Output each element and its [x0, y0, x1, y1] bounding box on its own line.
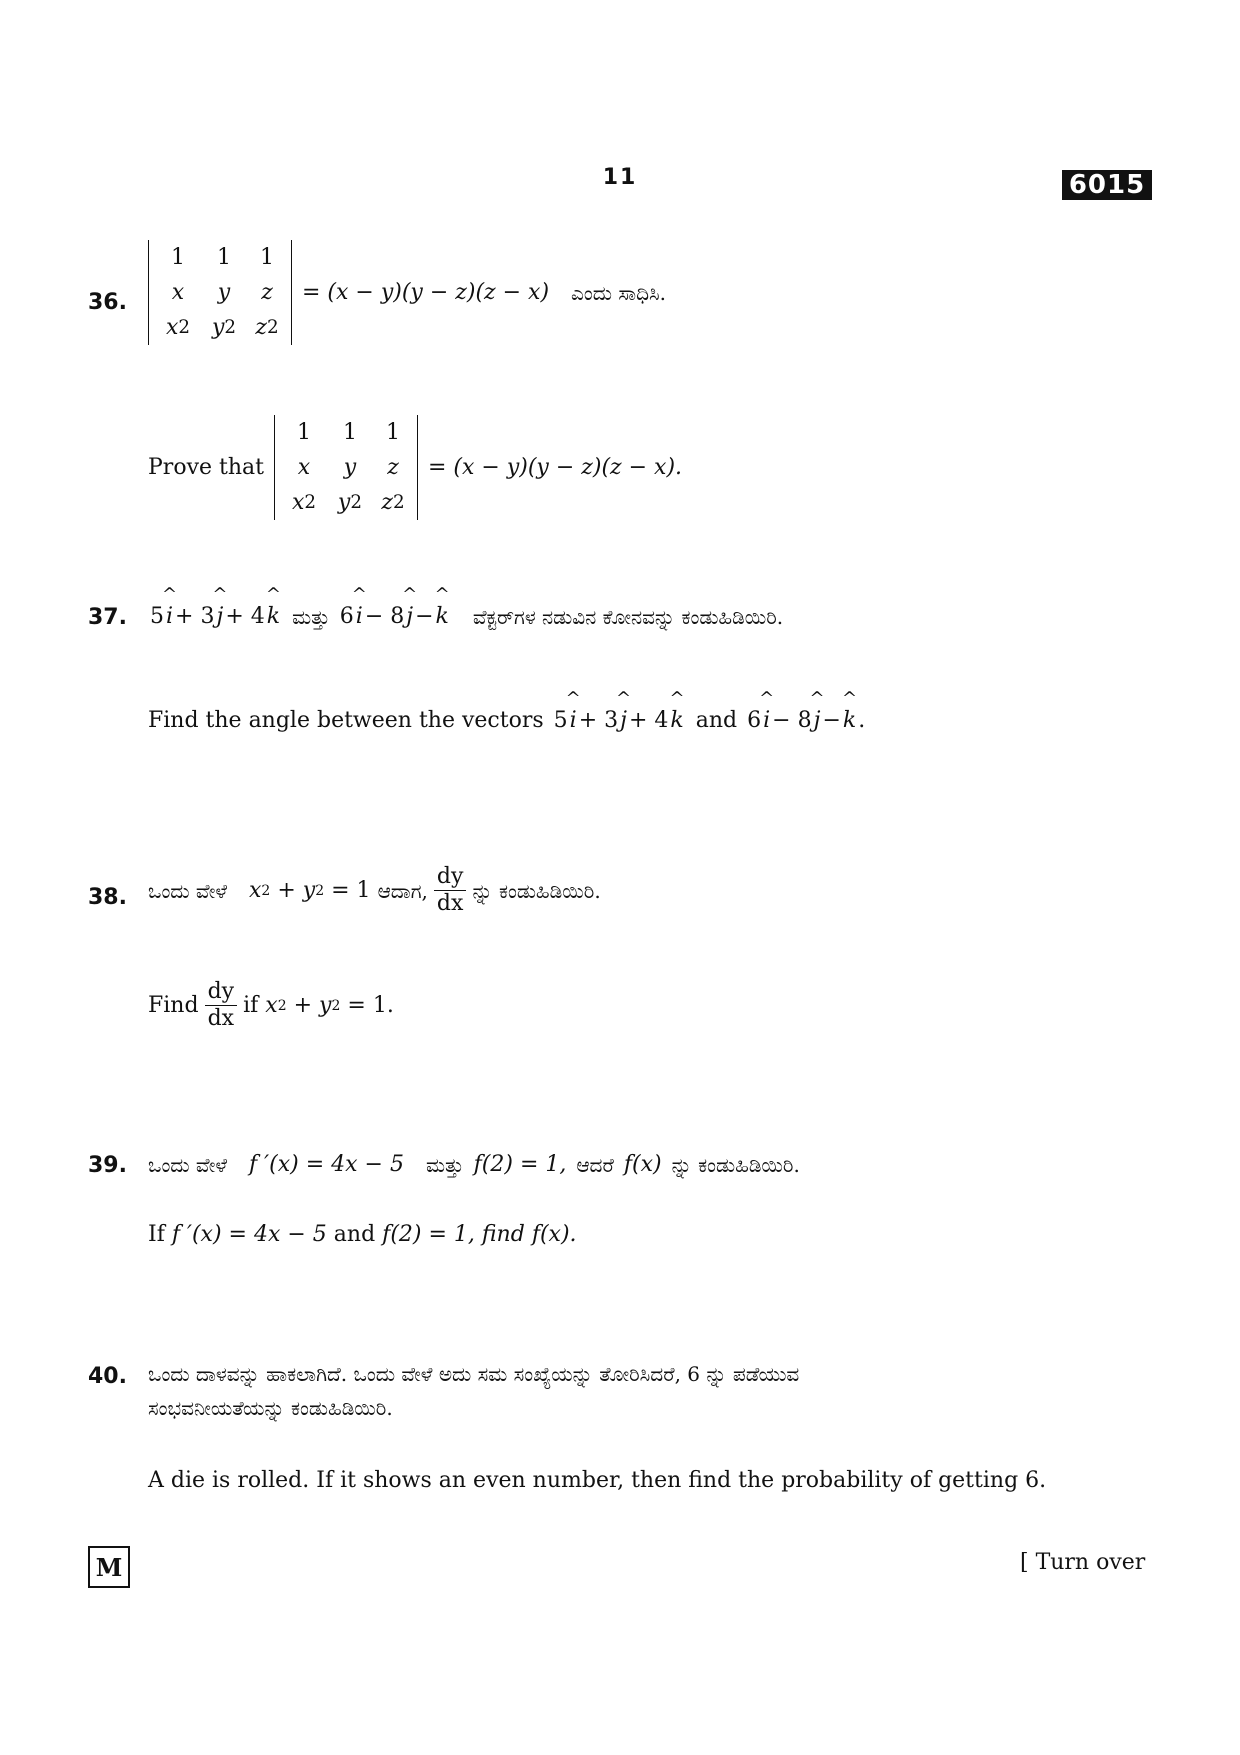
turn-over-label: [ Turn over — [1020, 1550, 1146, 1575]
question-36-number: 36. — [88, 290, 127, 315]
page-marker: M — [88, 1546, 130, 1588]
question-40-english: A die is rolled. If it shows an even number, then find the probability of getting 6. — [148, 1468, 1047, 1493]
question-37-kannada: 5 ^ i + 3 ^ j + 4 ^ k ಮತ್ತು 6 ^ i − 8 ^ j − ^ k ವೆಕ್ಟರ್‌ಗಳ ನಡುವಿನ ಕೋನವನ್ನು ಕಂಡುಹಿಡಿಯಿರಿ. — [150, 604, 783, 629]
question-36-kannada — [148, 240, 666, 345]
q36-rhs: = (x − y)(y − z)(z − x) — [302, 280, 550, 305]
question-39-number: 39. — [88, 1153, 127, 1178]
question-36-english — [148, 415, 682, 520]
q36-kannada-text: ಎಂದು ಸಾಧಿಸಿ. — [571, 280, 666, 305]
question-39-kannada: ಒಂದು ವೇಳೆ f ′(x) = 4x − 5 ಮತ್ತು f(2) = 1, ಆದರೆ f(x) ನ್ನು ಕಂಡುಹಿಡಿಯಿರಿ. — [148, 1152, 800, 1177]
question-40-number: 40. — [88, 1364, 127, 1389]
paper-code: 6015 — [1062, 170, 1152, 200]
determinant: 1 1 1 x y z x 2 y 2 z 2 — [148, 240, 292, 345]
determinant: 1 1 1 x y z x 2 y 2 z 2 — [274, 415, 418, 520]
question-38-number: 38. — [88, 885, 127, 910]
dy-dx-fraction: $\frac{dy}{dx}$ — [205, 980, 238, 1031]
q36-rhs-en: = (x − y)(y − z)(z − x). — [427, 455, 683, 480]
question-38-english: Find $\frac{dy}{dx}$ if x 2 + y 2 = 1. — [148, 979, 394, 1032]
q36-prove-that: Prove that — [148, 455, 264, 480]
question-40-kannada-line2: ಸಂಭವನೀಯತೆಯನ್ನು ಕಂಡುಹಿಡಿಯಿರಿ. — [148, 1396, 393, 1420]
q37-kannada-text: ವೆಕ್ಟರ್‌ಗಳ ನಡುವಿನ ಕೋನವನ್ನು ಕಂಡುಹಿಡಿಯಿರಿ. — [472, 604, 784, 629]
question-40-kannada-line1: ಒಂದು ದಾಳವನ್ನು ಹಾಕಲಾಗಿದೆ. ಒಂದು ವೇಳೆ ಅದು ಸಮ ಸಂಖ್ಯೆಯನ್ನು ತೋರಿಸಿದರೆ, 6 ನ್ನು ಪಡೆಯುವ — [148, 1362, 800, 1386]
page-number: 11 — [602, 165, 638, 190]
question-39-english: If f ′(x) = 4x − 5 and f(2) = 1, find f(x). — [148, 1222, 577, 1247]
dy-dx-fraction: $\frac{dy}{dx}$ — [434, 865, 467, 916]
question-37-english: Find the angle between the vectors 5 ^ i + 3 ^ j + 4 ^ k and 6 ^ i − 8 ^ j − ^ k . — [148, 708, 865, 733]
question-38-kannada: ಒಂದು ವೇಳೆ x 2 + y 2 = 1 ಆದಾಗ, $\frac{dy}{dx}$ ನ್ನು ಕಂಡುಹಿಡಿಯಿರಿ. — [148, 864, 601, 917]
question-37-number: 37. — [88, 605, 127, 630]
